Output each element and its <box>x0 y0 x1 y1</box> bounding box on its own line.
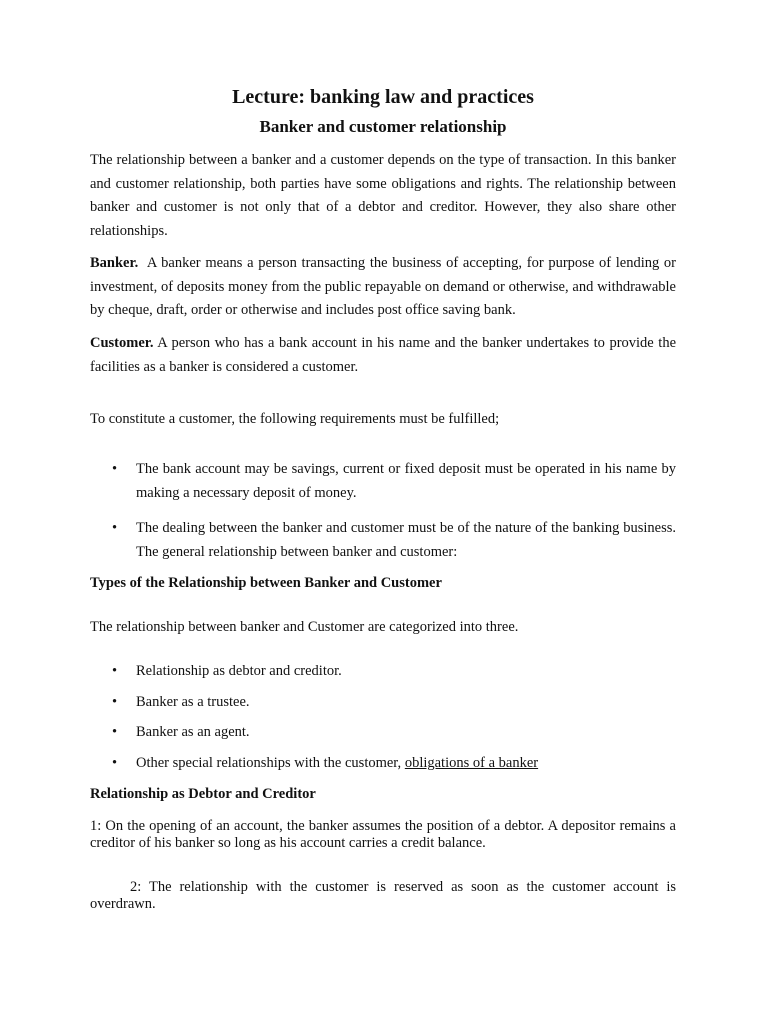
type-text: Relationship as debtor and creditor. <box>136 663 342 679</box>
list-item <box>112 517 676 564</box>
customer-definition <box>90 332 676 379</box>
bullet-icon: • <box>112 724 118 740</box>
type-text: Banker as an agent. <box>136 724 250 740</box>
list-item <box>112 752 676 776</box>
list-item <box>112 691 676 715</box>
bullet-icon: • <box>112 694 118 710</box>
list-item <box>112 721 676 745</box>
obligations-link[interactable]: obligations of a banker <box>404 755 539 771</box>
bullet-icon: • <box>112 755 118 771</box>
list-item <box>112 660 676 684</box>
banker-definition <box>90 252 676 323</box>
debtor-heading: Relationship as Debtor and Creditor <box>90 786 316 802</box>
debtor-paragraph-1: 1: On the opening of an account, the banker assumes the position of a debtor. A depositor remains a creditor of his banker so long as his account carries a credit balance. <box>90 818 676 851</box>
requirement-text: The bank account may be savings, current or fixed deposit must be operated in his name by making a necessary deposit of money. <box>136 461 676 501</box>
page-subtitle: Banker and customer relationship <box>259 117 507 136</box>
bullet-icon: • <box>112 663 118 679</box>
list-item <box>112 458 676 505</box>
type-text: Banker as a trustee. <box>136 694 250 710</box>
customer-definition-text: A person who has a bank account in his name and the banker undertakes to provide the facilities as a banker is considered a customer. <box>90 335 676 375</box>
banker-definition-text: A banker means a person transacting the business of accepting, for purpose of lending or investment, of deposits money from the public repayable on demand or otherwise, and withdrawable by cheque, draft, order or otherwise and includes post office saving bank. <box>90 255 676 318</box>
requirements-intro: To constitute a customer, the following requirements must be fulfilled; <box>90 411 500 427</box>
type-last-prefix: Other special relationships with the customer, <box>136 755 402 771</box>
types-intro: The relationship between banker and Customer are categorized into three. <box>90 619 519 635</box>
page-title: Lecture: banking law and practices <box>232 86 534 108</box>
bullet-icon: • <box>112 461 118 477</box>
bullet-icon: • <box>112 520 118 536</box>
customer-term: Customer. <box>90 335 154 351</box>
requirement-text: The dealing between the banker and customer must be of the nature of the banking business. The general relationship between banker and customer: <box>136 520 676 560</box>
banker-term: Banker. <box>90 255 139 271</box>
intro-paragraph: The relationship between a banker and a customer depends on the type of transaction. In this banker and customer relationship, both parties have some obligations and rights. The relationship between banker and customer is not only that of a debtor and creditor. However, they also share other relationships. <box>90 152 676 239</box>
type-text <box>136 752 676 776</box>
types-heading: Types of the Relationship between Banker and Customer <box>90 575 442 591</box>
debtor-paragraph-2: 2: The relationship with the customer is reserved as soon as the customer account is overdrawn. <box>90 879 676 912</box>
